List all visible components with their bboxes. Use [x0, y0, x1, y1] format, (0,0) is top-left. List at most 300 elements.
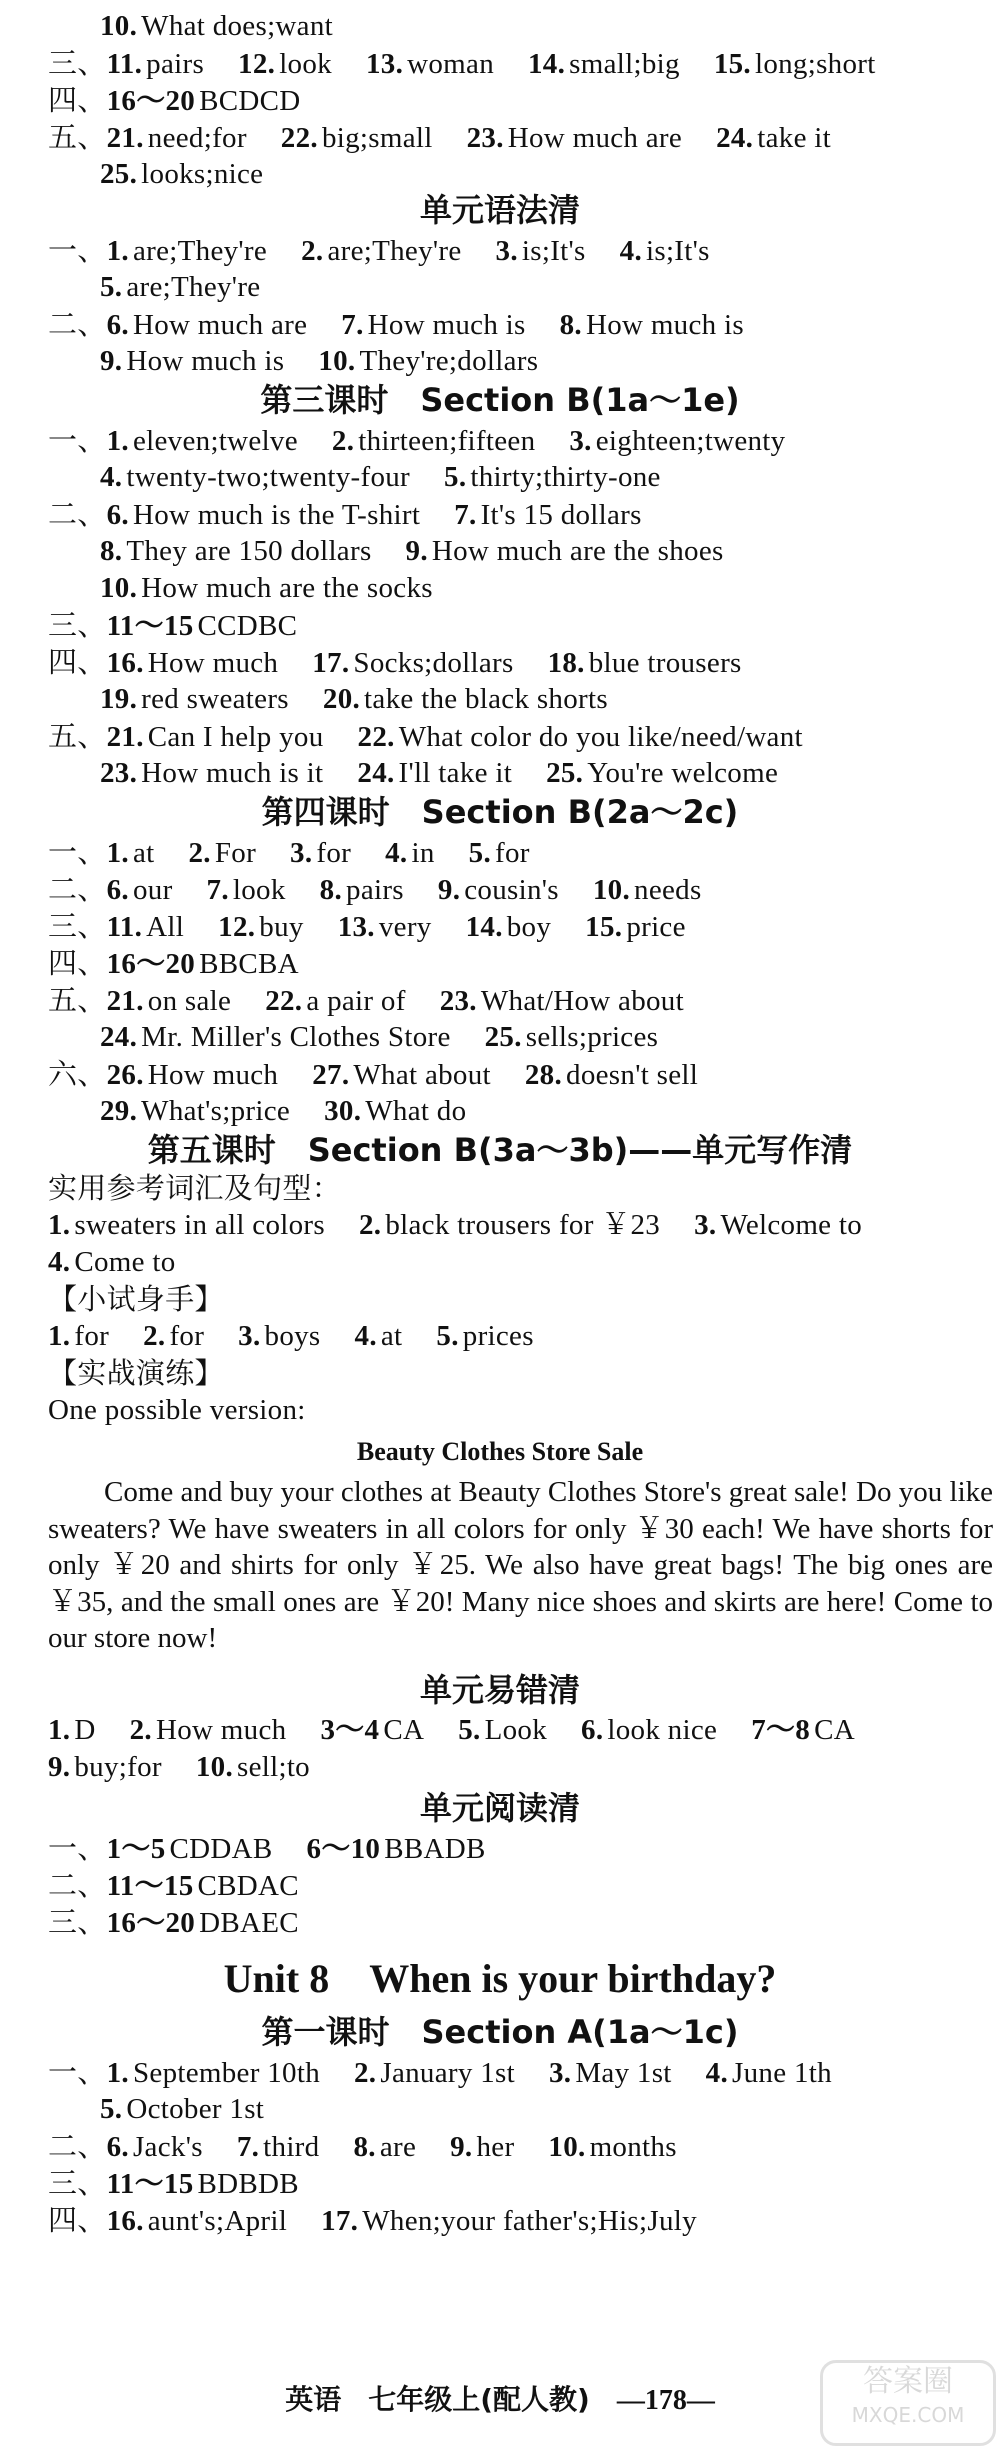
- answer-number: 14.: [528, 48, 566, 80]
- answer-item: [332, 425, 535, 457]
- answer-text: sweaters in all colors: [74, 1209, 325, 1241]
- answer-item: [107, 122, 247, 154]
- answer-row: [48, 2165, 299, 2201]
- answer-item: [100, 2093, 264, 2125]
- answer-text: D: [74, 1714, 96, 1746]
- answer-number: 1.: [48, 1320, 71, 1352]
- answer-number: 11.: [106, 48, 143, 80]
- answer-number: 23.: [466, 122, 504, 154]
- answer-row: [48, 306, 744, 342]
- answer-row: [48, 496, 642, 532]
- answer-row: [48, 871, 702, 907]
- practice-label: 【实战演练】: [48, 1356, 224, 1390]
- answer-text: September 10th: [132, 2057, 320, 2089]
- answer-text: Socks;dollars: [353, 647, 514, 679]
- answer-text: How much: [155, 1714, 287, 1746]
- answer-number: 10.: [100, 572, 138, 604]
- watermark-url: MXQE.COM: [851, 2403, 965, 2427]
- answer-item: [48, 1751, 162, 1783]
- answer-number: 2.: [188, 837, 211, 869]
- answer-row: [48, 982, 684, 1018]
- answer-number: 1.: [106, 235, 129, 267]
- answer-item: [321, 2205, 697, 2237]
- answer-item: [238, 48, 332, 80]
- answer-number: 7.: [206, 874, 229, 906]
- answer-number: 21.: [106, 122, 144, 154]
- answer-number: 13.: [365, 48, 404, 80]
- answer-row: [48, 82, 301, 118]
- answer-text: cousin's: [464, 874, 559, 906]
- heading-unit8-lesson1: 第一课时 Section A(1a～1c): [261, 2013, 739, 2051]
- answer-item: [560, 309, 744, 341]
- heading-lesson4: 第四课时 Section B(2a～2c): [261, 793, 739, 831]
- answer-number: 25.: [546, 757, 584, 789]
- answer-number: 22.: [280, 122, 318, 154]
- answer-text: pairs: [146, 48, 205, 80]
- answer-item: [751, 1714, 855, 1746]
- answer-item: [440, 985, 684, 1017]
- answer-row: [100, 459, 661, 495]
- answer-row: [48, 908, 686, 944]
- unit8-title: Unit 8 When is your birthday?: [223, 1956, 777, 2001]
- answer-number: 17.: [321, 2205, 359, 2237]
- answer-text: What about: [353, 1059, 491, 1091]
- answer-number: 22.: [265, 985, 303, 1017]
- answer-item: [312, 1059, 491, 1091]
- answer-item: [354, 2057, 515, 2089]
- answer-item: [706, 2057, 832, 2089]
- answer-number: 3～4: [320, 1714, 380, 1746]
- answer-text: DBAEC: [199, 1907, 299, 1939]
- answer-text: look: [279, 48, 332, 80]
- answer-number: 12.: [238, 48, 276, 80]
- answer-text: CCDBC: [197, 610, 298, 642]
- answer-row: [48, 945, 299, 981]
- answer-item: [107, 425, 298, 457]
- answer-number: 13.: [337, 911, 375, 943]
- answer-number: 2.: [143, 1320, 166, 1352]
- answer-number: 15.: [585, 911, 623, 943]
- answer-text: BCDCD: [199, 85, 301, 117]
- answer-text: May 1st: [575, 2057, 672, 2089]
- answer-item: [341, 309, 525, 341]
- answer-item: [525, 1059, 698, 1091]
- answer-number: 9.: [100, 345, 123, 377]
- answer-row: [48, 2054, 832, 2090]
- answer-item: [593, 874, 702, 906]
- answer-text: need;for: [147, 122, 247, 154]
- answer-row: [48, 422, 785, 458]
- answer-number: 2.: [301, 235, 324, 267]
- answer-item: [100, 1095, 290, 1127]
- answer-item: [436, 1320, 533, 1352]
- part-marker: 二、: [48, 1868, 107, 1902]
- answer-number: 1.: [106, 2057, 129, 2089]
- answer-item: [438, 874, 559, 906]
- answer-number: 27.: [312, 1059, 350, 1091]
- part-marker: 三、: [48, 2166, 107, 2200]
- answer-item: [528, 48, 680, 80]
- answer-item: [237, 2131, 320, 2163]
- answer-number: 3.: [495, 235, 518, 267]
- answer-row: [48, 1830, 486, 1866]
- answer-item: [143, 1320, 204, 1352]
- answer-row: [100, 343, 538, 379]
- answer-text: What's;price: [141, 1095, 291, 1127]
- answer-row: [48, 1318, 534, 1354]
- answer-item: [107, 948, 299, 980]
- answer-number: 10.: [592, 874, 631, 906]
- answer-row: [48, 1867, 299, 1903]
- answer-text: thirteen;fifteen: [358, 425, 536, 457]
- answer-item: [585, 911, 686, 943]
- answer-number: 18.: [547, 647, 585, 679]
- answer-item: [100, 572, 433, 604]
- answer-row: [48, 45, 876, 81]
- answer-text: What does;want: [141, 10, 333, 42]
- answer-text: Welcome to: [720, 1209, 863, 1241]
- answer-text: eighteen;twenty: [595, 425, 786, 457]
- answer-item: [485, 1021, 659, 1053]
- answer-item: [714, 48, 876, 80]
- answer-item: [406, 535, 724, 567]
- answer-number: 5.: [468, 837, 492, 869]
- part-marker: 三、: [48, 46, 107, 80]
- answer-number: 6.: [581, 1714, 604, 1746]
- answer-number: 6～10: [306, 1833, 381, 1865]
- answer-number: 8.: [353, 2131, 376, 2163]
- answer-number: 26.: [106, 1059, 144, 1091]
- part-marker: 二、: [48, 307, 107, 341]
- answer-item: [107, 48, 204, 80]
- try-label: 【小试身手】: [48, 1282, 224, 1316]
- answer-number: 4.: [354, 1320, 377, 1352]
- answer-number: 3.: [238, 1320, 261, 1352]
- answer-number: 5.: [436, 1320, 459, 1352]
- answer-item: [458, 1714, 547, 1746]
- answer-number: 4.: [100, 461, 123, 493]
- answer-row: [100, 2091, 264, 2127]
- answer-number: 22.: [357, 721, 395, 753]
- answer-text: What do: [365, 1095, 467, 1127]
- answer-item: [107, 837, 155, 869]
- answer-item: [265, 985, 405, 1017]
- answer-item: [320, 874, 404, 906]
- part-marker: 二、: [48, 2129, 107, 2163]
- answer-item: [238, 1320, 320, 1352]
- answer-row: [100, 8, 333, 44]
- answer-text: for: [495, 837, 530, 869]
- footer-subject: 英语: [285, 2383, 342, 2416]
- answer-text: Mr. Miller's Clothes Store: [141, 1021, 451, 1053]
- answer-text: big;small: [321, 122, 433, 154]
- answer-text: doesn't sell: [566, 1059, 699, 1091]
- footer-page-number: —178—: [616, 2385, 715, 2416]
- answer-text: pairs: [346, 874, 404, 906]
- answer-row: [48, 2128, 677, 2164]
- answer-text: Come to: [74, 1246, 176, 1278]
- answer-text: aunt's;April: [147, 2205, 288, 2237]
- answer-text: BDBDB: [197, 2168, 299, 2200]
- answer-number: 14.: [465, 911, 503, 943]
- answer-number: 3.: [548, 2057, 572, 2089]
- answer-number: 10.: [100, 10, 138, 42]
- answer-item: [100, 461, 410, 493]
- answer-item: [301, 235, 461, 267]
- answer-item: [358, 721, 803, 753]
- vocab-label: 实用参考词汇及句型：: [48, 1171, 342, 1205]
- answer-row: [48, 232, 710, 268]
- answer-item: [100, 10, 333, 42]
- answer-text: looks;nice: [141, 158, 264, 190]
- answer-text: small;big: [569, 48, 680, 80]
- answer-item: [189, 837, 257, 869]
- part-marker: 三、: [48, 608, 107, 642]
- answer-number: 8.: [559, 309, 582, 341]
- answer-text: How much are: [132, 309, 308, 341]
- answer-number: 11～15: [106, 1870, 194, 1902]
- answer-number: 6.: [106, 309, 129, 341]
- answer-text: CA: [814, 1714, 855, 1746]
- answer-row: [48, 119, 831, 155]
- answer-text: How much is: [585, 309, 744, 341]
- part-marker: 六、: [48, 1057, 107, 1091]
- answer-row: [100, 1019, 658, 1055]
- answer-text: June 1th: [732, 2057, 832, 2089]
- answer-number: 2.: [354, 2057, 377, 2089]
- answer-number: 10.: [318, 345, 356, 377]
- watermark-logo: [820, 2360, 996, 2446]
- answer-text: for: [74, 1320, 110, 1352]
- answer-number: 4.: [619, 235, 642, 267]
- answer-text: January 1st: [380, 2057, 515, 2089]
- answer-row: [100, 533, 724, 569]
- heading-lesson3: 第三课时 Section B(1a～1e): [260, 381, 740, 419]
- answer-item: [107, 2057, 320, 2089]
- answer-item: [107, 2131, 203, 2163]
- answer-item: [323, 683, 608, 715]
- answer-item: [444, 461, 661, 493]
- answer-item: [107, 85, 301, 117]
- part-marker: 一、: [48, 233, 107, 267]
- answer-item: [353, 2131, 416, 2163]
- answer-number: 15.: [713, 48, 751, 80]
- answer-text: a pair of: [306, 985, 406, 1017]
- answer-text: sells;prices: [525, 1021, 659, 1053]
- answer-text: When;your father's;His;July: [362, 2205, 697, 2237]
- answer-text: buy: [259, 911, 304, 943]
- answer-text: are;They're: [132, 235, 268, 267]
- answer-number: 21.: [106, 985, 144, 1017]
- answer-item: [548, 647, 742, 679]
- answer-text: for: [169, 1320, 205, 1352]
- answer-number: 23.: [439, 985, 477, 1017]
- answer-text: is;It's: [646, 235, 710, 267]
- answer-text: our: [132, 874, 173, 906]
- answer-item: [581, 1714, 717, 1746]
- essay-paragraph: Come and buy your clothes at Beauty Clothes Store's great sale! Do you like sweaters? We have sweaters in all colors for only ￥30 each! We have shorts for only ￥20 and shirts for only ￥25. We also have great bags! The big ones are ￥35, and the small ones are ￥20! Many nice shoes and skirts are here! Come to our store now!: [48, 1476, 993, 1654]
- answer-number: 28.: [524, 1059, 563, 1091]
- answer-text: Jack's: [132, 2131, 203, 2163]
- answer-item: [466, 911, 552, 943]
- answer-text: They're;dollars: [359, 345, 539, 377]
- answer-row: [100, 570, 433, 606]
- answer-row: [48, 1749, 310, 1785]
- answer-item: [107, 985, 232, 1017]
- version-label: One possible version:: [48, 1394, 306, 1426]
- answer-item: [359, 1209, 660, 1241]
- answer-number: 12.: [218, 911, 256, 943]
- answer-item: [355, 1320, 403, 1352]
- answer-number: 21.: [106, 721, 144, 753]
- answer-row: [100, 1093, 466, 1129]
- answer-item: [48, 1714, 96, 1746]
- answer-text: October 1st: [126, 2093, 265, 2125]
- answer-row: [48, 1244, 176, 1280]
- answer-text: What color do you like/need/want: [398, 721, 803, 753]
- answer-item: [620, 235, 710, 267]
- answer-number: 11.: [106, 911, 143, 943]
- answer-number: 2.: [129, 1714, 152, 1746]
- answer-number: 19.: [100, 683, 138, 715]
- answer-number: 24.: [100, 1021, 138, 1053]
- answer-text: are;They're: [126, 271, 261, 303]
- answer-text: How much: [147, 647, 279, 679]
- answer-text: CBDAC: [197, 1870, 299, 1902]
- answer-number: 23.: [100, 757, 138, 789]
- answer-item: [107, 721, 324, 753]
- answer-text: How much: [147, 1059, 279, 1091]
- answer-text: at: [380, 1320, 403, 1352]
- answer-item: [100, 1021, 451, 1053]
- answer-item: [107, 610, 298, 642]
- answer-item: [107, 2205, 287, 2237]
- answer-number: 2.: [331, 425, 355, 457]
- answer-row: [100, 269, 260, 305]
- answer-text: take the black shorts: [364, 683, 608, 715]
- answer-number: 5.: [100, 2093, 123, 2125]
- answer-item: [569, 425, 785, 457]
- answer-number: 20.: [322, 683, 361, 715]
- answer-number: 16.: [106, 647, 144, 679]
- answer-text: thirty;thirty-one: [470, 461, 661, 493]
- answer-number: 4.: [705, 2057, 729, 2089]
- answer-item: [107, 1059, 279, 1091]
- answer-row: [48, 1712, 855, 1748]
- answer-row: [48, 718, 803, 754]
- answer-number: 8.: [319, 874, 343, 906]
- answer-number: 29.: [100, 1095, 138, 1127]
- answer-text: How much is the T-shirt: [132, 499, 421, 531]
- part-marker: 三、: [48, 909, 107, 943]
- part-marker: 五、: [48, 719, 107, 753]
- answer-item: [100, 535, 372, 567]
- answer-number: 11～15: [106, 610, 194, 642]
- answer-text: It's 15 dollars: [480, 499, 642, 531]
- part-marker: 一、: [48, 835, 107, 869]
- answer-item: [385, 837, 435, 869]
- part-marker: 五、: [48, 120, 107, 154]
- answer-item: [324, 1095, 466, 1127]
- answer-row: [48, 644, 742, 680]
- answer-item: [546, 757, 778, 789]
- answer-text: boys: [264, 1320, 321, 1352]
- answer-text: for: [316, 837, 352, 869]
- answer-text: I'll take it: [398, 757, 513, 789]
- answer-item: [716, 122, 831, 154]
- answer-number: 1～5: [106, 1833, 166, 1865]
- heading-grammar: 单元语法清: [419, 191, 580, 229]
- answer-number: 17.: [312, 647, 350, 679]
- answer-text: eleven;twelve: [132, 425, 298, 457]
- answer-item: [694, 1209, 862, 1241]
- answer-item: [357, 757, 512, 789]
- answer-row: [100, 156, 263, 192]
- answer-text: take it: [757, 122, 831, 154]
- part-marker: 一、: [48, 2055, 107, 2089]
- part-marker: 二、: [48, 872, 107, 906]
- answer-number: 4.: [385, 837, 408, 869]
- answer-item: [107, 1907, 299, 1939]
- answer-number: 9.: [437, 874, 461, 906]
- answer-text: They are 150 dollars: [126, 535, 372, 567]
- answer-item: [107, 2168, 299, 2200]
- answer-item: [496, 235, 586, 267]
- answer-item: [107, 647, 279, 679]
- answer-item: [338, 911, 432, 943]
- essay-title: Beauty Clothes Store Sale: [356, 1437, 644, 1466]
- part-marker: 一、: [48, 1831, 107, 1865]
- answer-number: 6.: [106, 2131, 129, 2163]
- answer-row: [48, 834, 530, 870]
- answer-text: CA: [383, 1714, 425, 1746]
- watermark-text: 答案圈: [863, 2364, 953, 2399]
- answer-text: BBCBA: [199, 948, 299, 980]
- answer-number: 25.: [484, 1021, 522, 1053]
- answer-text: look nice: [607, 1714, 718, 1746]
- answer-row: [48, 1904, 299, 1940]
- answer-number: 16～20: [106, 85, 196, 117]
- answer-text: Look: [484, 1714, 548, 1746]
- answer-item: [100, 271, 260, 303]
- answer-item: [548, 2131, 676, 2163]
- answer-item: [107, 1833, 273, 1865]
- answer-item: [48, 1209, 325, 1241]
- part-marker: 一、: [48, 423, 107, 457]
- answer-item: [107, 309, 308, 341]
- answer-text: very: [378, 911, 432, 943]
- answer-text: on sale: [147, 985, 232, 1017]
- heading-mistakes: 单元易错清: [419, 1671, 580, 1709]
- answer-text: are: [379, 2131, 417, 2163]
- answer-text: How much is: [126, 345, 285, 377]
- answer-item: [100, 683, 289, 715]
- answer-number: 5.: [100, 271, 123, 303]
- footer-grade: 七年级上(配人教): [368, 2383, 590, 2416]
- answer-item: [107, 874, 173, 906]
- answer-item: [207, 874, 286, 906]
- answer-text: price: [626, 911, 686, 943]
- answer-item: [100, 345, 284, 377]
- answer-number: 10.: [548, 2131, 586, 2163]
- answer-text: How much are the shoes: [431, 535, 724, 567]
- answer-row: [48, 2202, 697, 2238]
- answer-text: What/How about: [480, 985, 684, 1017]
- answer-item: [100, 757, 323, 789]
- answer-number: 8.: [100, 535, 123, 567]
- answer-item: [196, 1751, 310, 1783]
- part-marker: 四、: [48, 83, 107, 117]
